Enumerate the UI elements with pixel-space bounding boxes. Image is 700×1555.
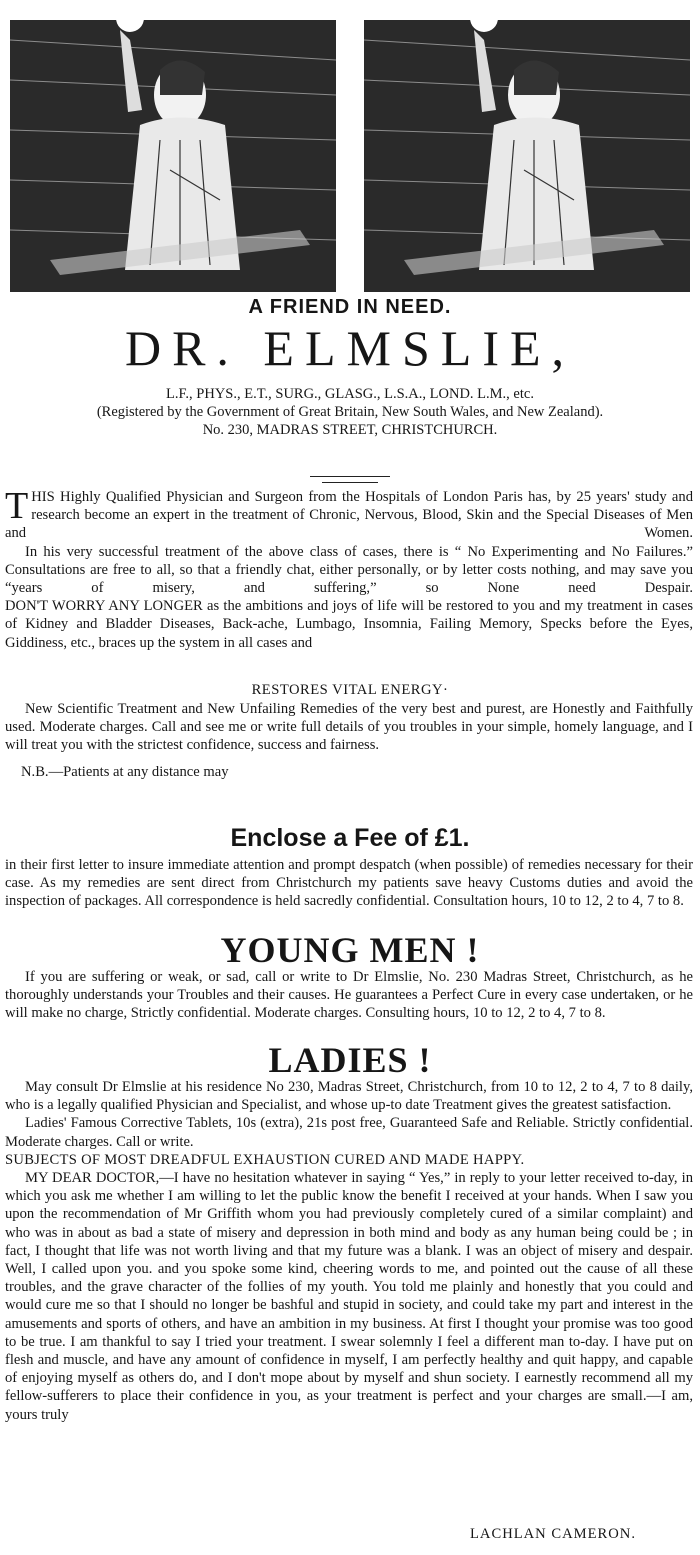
credentials-line: L.F., PHYS., E.T., SURG., GLASG., L.S.A., LOND. L.M., etc. [166, 386, 534, 402]
divider-rule-short [322, 482, 378, 483]
experimenting-paragraph: In his very successful treatment of the above class of cases, there is “ No Experimenting and No Failures.” Consultations are free to all, so that a friendly chat, either personally, or by letter costs nothing, and may save you “years of misery, and suffering,” so None need Despair. [5, 543, 693, 597]
restores-heading: RESTORES VITAL ENERGY· [251, 682, 449, 698]
address-line: No. 230, MADRAS STREET, CHRISTCHURCH. [202, 422, 498, 438]
testimonial-letter: MY DEAR DOCTOR,—I have no hesitation whatever in saying “ Yes,” in reply to your letter received to-day, in which you ask me whether I am willing to let the public know the benefit I received at your hands. When I saw you upon the recommendation of Mr Griffith whom you had previously completely cured of a similar complaint) and who was in about as bad a state of misery and depression in both mind and body as any human being could be ; in fact, I thought that life was not worth living and that my future was a blank. I was an object of misery and despair. Well, I called upon you. and you spoke some kind, cheering words to me, and pointed out the cause of all these troubles, and the grave character of the follies of my youth. You told me plainly and honestly that you could and would cure me so that I should no longer be bashful and stupid in society, and could take my part and interest in the amusements and sports of others, and have an ambition in my business. At first I thought your promise was too good to be true. I am thankful to say I tried your treatment. I swear solemnly I feel a different man to-day. I have put on flesh and muscle, and have any amount of confidence in myself, I am perfectly healthy and quit happy, and capable of enjoying myself as others do, and I don't mope about by myself and shun society. I earnestly recommend all my fellow-sufferers to place their confidence in you, as your treatment is perfect and your charges are small.—I am, yours truly [5, 1170, 693, 1423]
woodcut-left [10, 0, 336, 292]
drop-cap: T [5, 485, 29, 527]
dont-worry-paragraph: DON'T WORRY ANY LONGER as the ambitions and joys of life will be restored to you and my treatment in cases of Kidney and Bladder Diseases, Back-ache, Lumbago, Insomnia, Failing Memory, Specks before the Eyes, Giddiness, etc., braces up the system in all cases and [5, 598, 693, 651]
ladies-section [5, 1078, 693, 1424]
doctor-name-heading: DR. ELMSLIE, [124, 320, 576, 376]
ladies-paragraph: May consult Dr Elmslie at his residence No 230, Madras Street, Christchurch, from 10 to 12, 2 to 4, 7 to 8 daily, who is a legally qualified Physician and Specialist, and whose up-to date Treatment gives the greatest satisfaction. [5, 1079, 693, 1114]
young-men-section [5, 968, 693, 1023]
fee-paragraph: in their first letter to insure immediate attention and prompt despatch (when possible) of remedies necessary for their case. As my remedies are sent direct from Christchurch my patients save heavy Customs duties and avoid the inspection of packages. All correspondence is held sacredly confidential. Consultation hours, 10 to 12, 2 to 4, 7 to 8. [5, 857, 693, 910]
nb-line: N.B.—Patients at any distance may [21, 763, 229, 780]
header-illustrations [0, 0, 700, 292]
intro-paragraph [5, 485, 693, 543]
fee-heading: Enclose a Fee of £1. [230, 824, 470, 852]
tablets-paragraph: Ladies' Famous Corrective Tablets, 10s (extra), 21s post free, Guaranteed Safe and Reliable. Strictly confidential. Moderate charges. Call or write. [5, 1115, 693, 1150]
tagline-heading: A FRIEND IN NEED. [248, 296, 452, 318]
woodcut-right [364, 0, 690, 292]
divider-rule [310, 476, 390, 477]
intro-text: HIS Highly Qualified Physician and Surgeon from the Hospitals of London Paris has, by 25 years' study and research become an expert in the treatment of Chronic, Nervous, Blood, Skin and the Special Diseases of Men and Women. [5, 489, 693, 542]
credentials-block [10, 385, 690, 439]
intro-section [5, 485, 693, 652]
ladies-heading: LADIES ! [268, 1040, 432, 1080]
treatment-paragraph: New Scientific Treatment and New Unfailing Remedies of the very best and purest, are Honestly and Faithfully used. Moderate charges. Call and see me or write full details of you troubles in your simple, homely language, and I will treat you with the strictest confidence, success and fairness. [5, 701, 693, 754]
young-men-heading: YOUNG MEN ! [220, 930, 480, 970]
treatment-section [5, 700, 693, 781]
registration-line: (Registered by the Government of Great Britain, New South Wales, and New Zealand). [96, 404, 604, 420]
young-men-paragraph: If you are suffering or weak, or sad, call or write to Dr Elmslie, No. 230 Madras Street, Christchurch, as he thoroughly understands your Troubles and their causes. He guarantees a Perfect Cure in every case undertaken, or he will make no charge, Strictly confidential. Moderate charges. Consulting hours, 10 to 12, 2 to 4, 7 to 8. [5, 969, 693, 1022]
signature: LACHLAN CAMERON. [470, 1526, 636, 1542]
testimonial-heading: SUBJECTS OF MOST DREADFUL EXHAUSTION CURED AND MADE HAPPY. [5, 1151, 525, 1168]
fee-section [5, 856, 693, 911]
